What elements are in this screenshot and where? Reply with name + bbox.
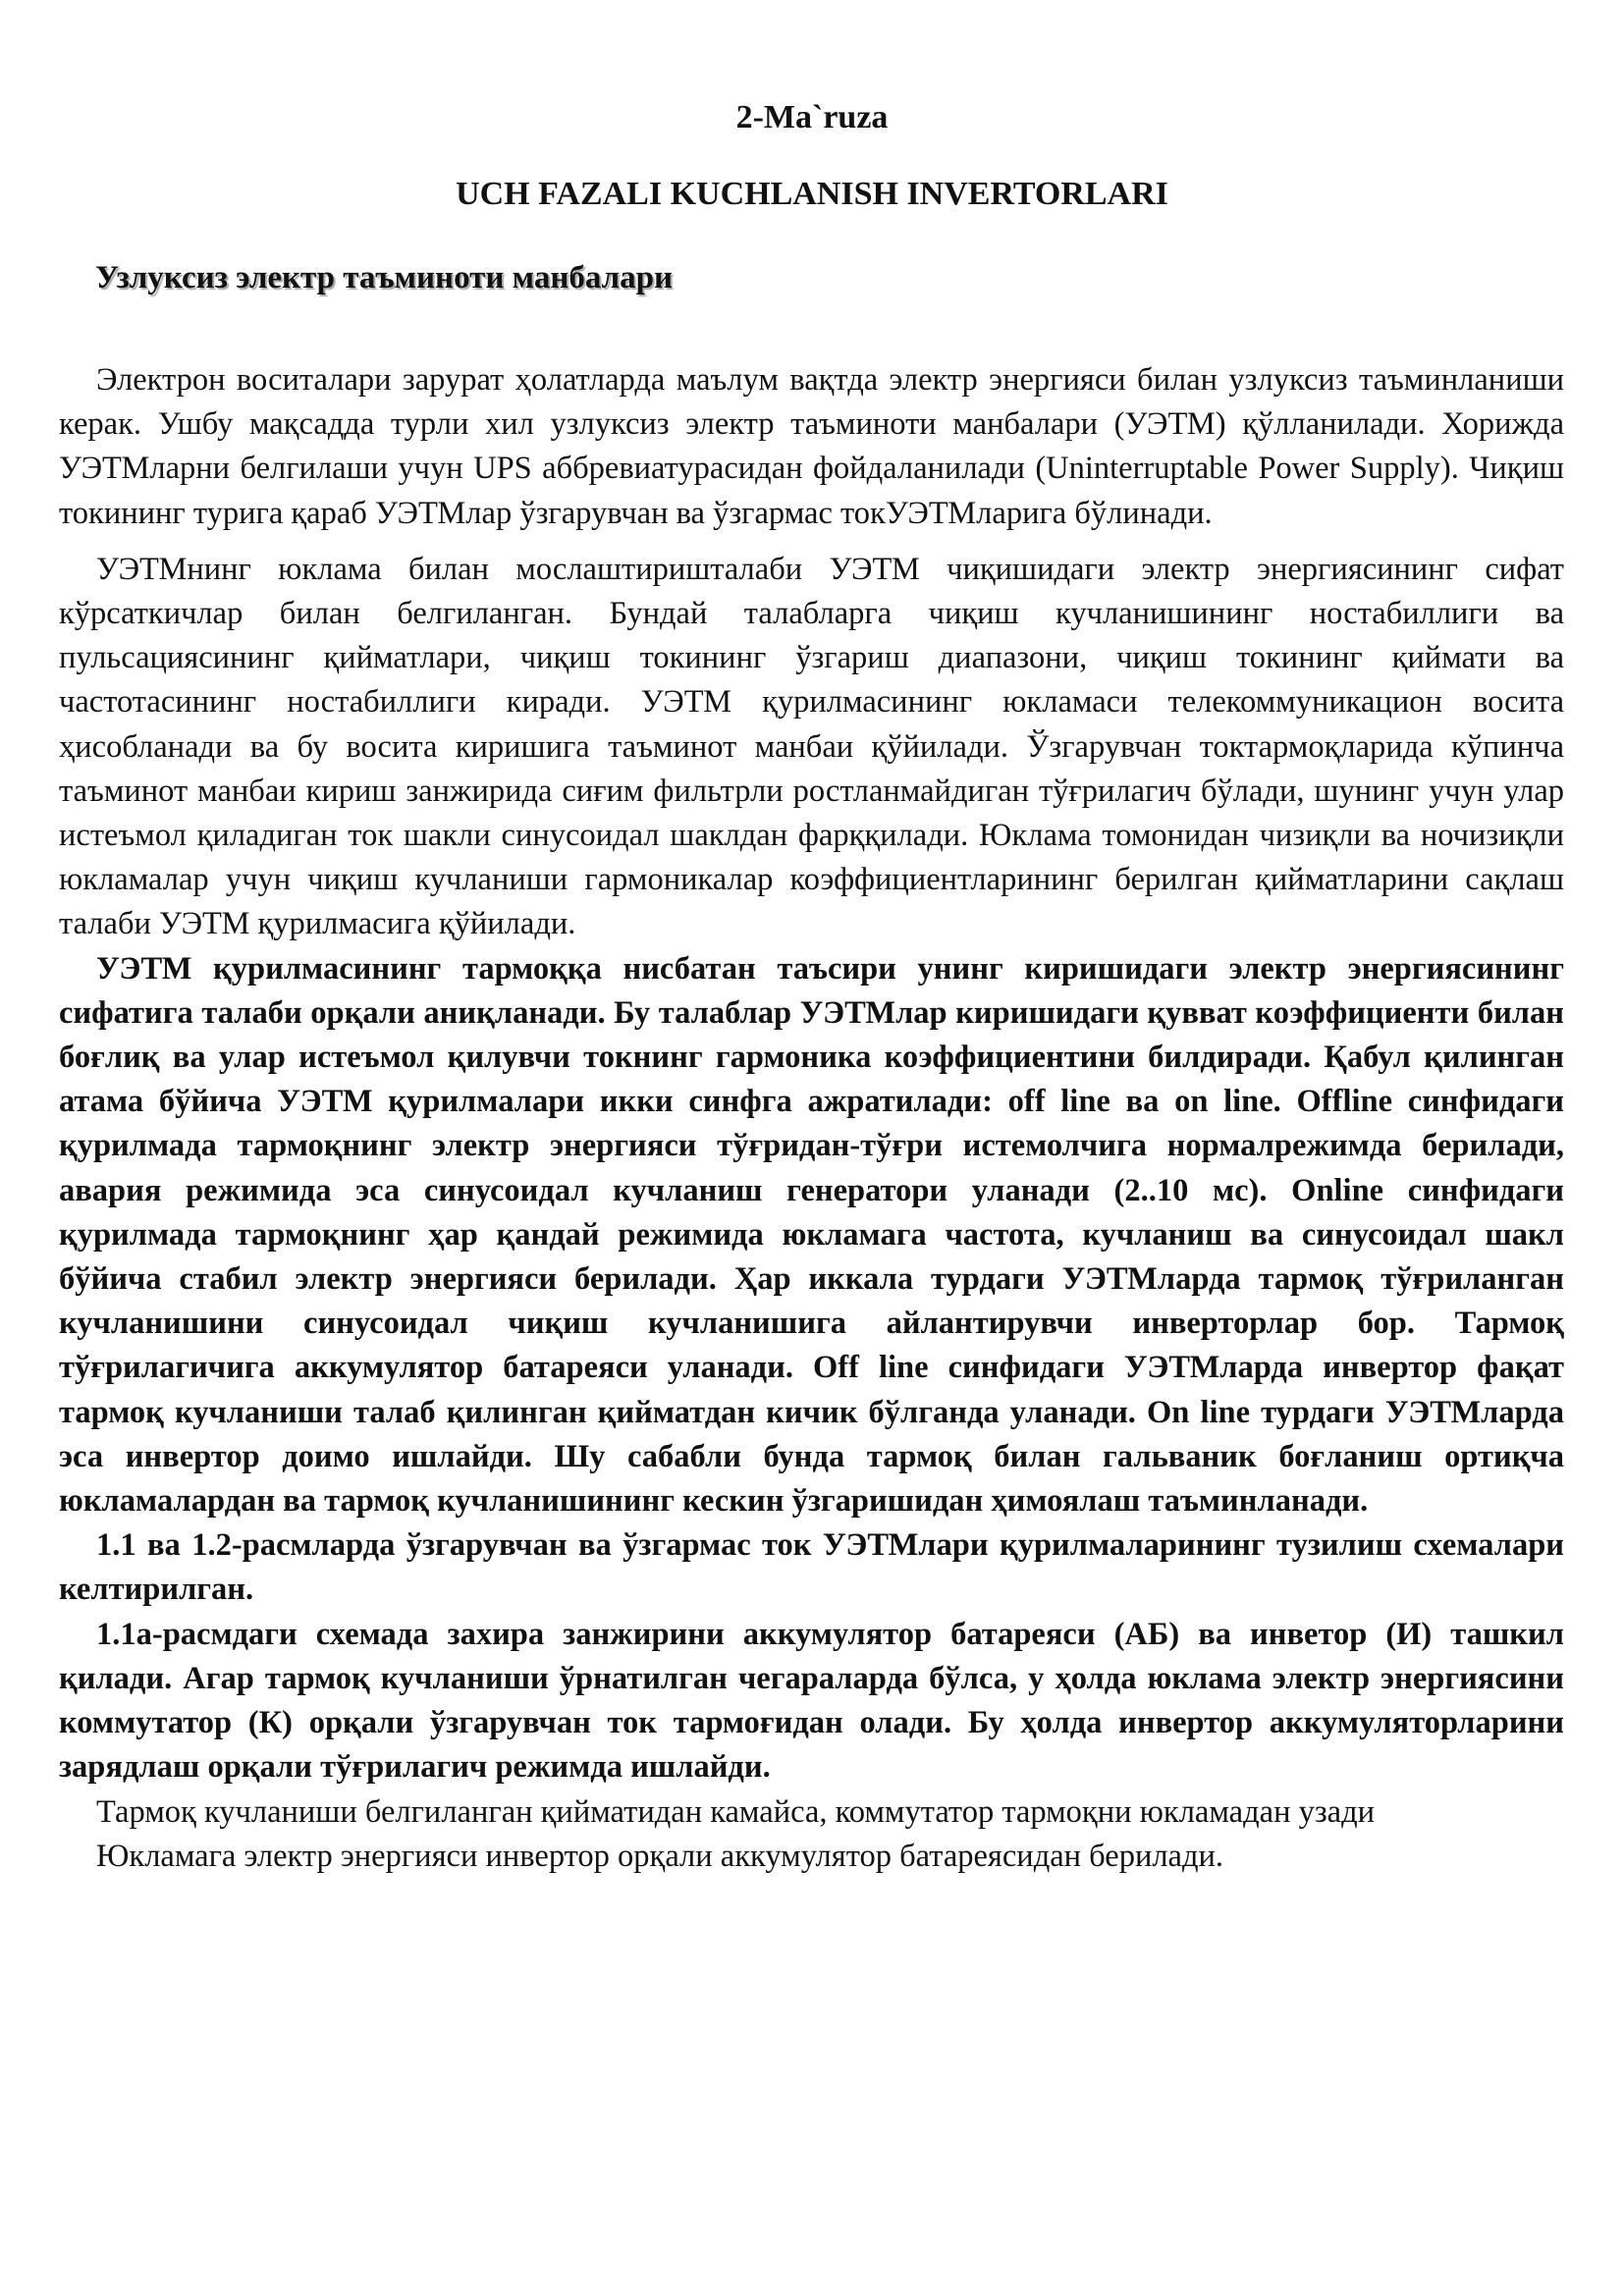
paragraph-ups-intro: Электрон воситалари зарурат ҳолатларда маълум вақтда электр энергияси билан узлуксиз таъминланиши керак. Ушбу мақсадда турли хил узлуксиз электр таъминоти манбалари (УЭТМ) қўлланилади. Хорижда УЭТМларни белгилаши учун UPS аббревиатурасидан фойдаланилади (Uninterruptable Power Supply). Чиқиш токининг турига қараб УЭТМлар ўзгарувчан ва ўзгармас токУЭТМларига бўлинади. — [59, 362, 1564, 531]
lecture-number: 2-Ma`ruza — [735, 99, 889, 135]
paragraph-grid-influence: УЭТМ қурилмасининг тармоққа нисбатан таъсири унинг киришидаги электр энергиясининг сифатига талаби орқали аниқланади. Бу талаблар УЭТМлар киришидаги қувват коэффициенти билан боғлиқ ва улар истеъмол қилувчи токнинг гармоника коэффициентини билдиради. Қабул қилинган атама бўйича УЭТМ қурилмалари икки синфга ажратилади: off line ва on line. Offline синфидаги қурилмада тармоқнинг электр энергияси тўғридан-тўғри истемолчига нормалрежимда берилади, авария режимида эса синусоидал кучланиш генератори уланади (2..10 мс). Online синфидаги қурилмада тармоқнинг ҳар қандай режимида юкламага частота, кучланиш ва синусоидал шакл бўйича стабил электр энергияси берилади. Ҳар иккала турдаги УЭТМларда тармоқ тўғриланган кучланишини синусоидал чиқиш кучланишига айлантирувчи инверторлар бор. Тармоқ тўғрилагичига аккумулятор батареяси уланади. Off line синфидаги УЭТМларда инвертор фақат тармоқ кучланиши талаб қилинган қийматдан кичик бўлганда уланади. On line турдаги УЭТМларда эса инвертор доимо ишлайди. Шу сабабли бунда тармоқ билан гальваник боғланиш ортиқча юкламалардан ва тармоқ кучланишининг кескин ўзгаришидан ҳимоялаш таъминланади. — [59, 950, 1564, 1520]
paragraph-figure-1-1a: 1.1а-расмдаги схемада захира занжирини аккумулятор батареяси (АБ) ва инветор (И) ташкил қилади. Агар тармоқ кучланиши ўрнатилган чегараларда бўлса, у ҳолда юклама электр энергиясини коммутатор (К) орқали ўзгарувчан ток тармоғидан олади. Бу ҳолда инвертор аккумуляторларини зарядлаш орқали тўғрилагич режимда ишлайди. — [59, 1616, 1564, 1786]
document-body — [59, 358, 1564, 1879]
paragraph-figure-reference: 1.1 ва 1.2-расмларда ўзгарувчан ва ўзгармас ток УЭТМлари қурилмаларининг тузилиш схемалари келтирилган. — [59, 1527, 1564, 1608]
paragraph-commutator: Тармоқ кучланиши белгиланган қийматидан камайса, коммутатор тармоқни юкламадан узади — [96, 1793, 1376, 1830]
paragraph-battery-supply: Юкламага электр энергияси инвертор орқали аккумулятор батареясидан берилади. — [96, 1838, 1224, 1874]
paragraph-load-requirements: УЭТМнинг юклама билан мослаштиришталаби УЭТМ чиқишидаги электр энергиясининг сифат кўрсаткичлар билан белгиланган. Бундай талабларга чиқиш кучланишининг ностабиллиги ва пульсациясининг қийматлари, чиқиш токининг ўзгариш диапазони, чиқиш токининг қиймати ва частотасининг ностабиллиги киради. УЭТМ қурилмасининг юкламаси телекоммуникацион восита ҳисобланади ва бу восита киришига таъминот манбаи қўйилади. Ўзгарувчан токтармоқларида кўпинча таъминот манбаи кириш занжирида сиғим фильтрли ростланмайдиган тўғрилагич бўлади, шунинг учун улар истеъмол қиладиган ток шакли синусоидал шаклдан фарққилади. Юклама томонидан чизиқли ва ночизиқли юкламалар учун чиқиш кучланиши гармоникалар коэффициентларининг берилган қийматларини сақлаш талаби УЭТМ қурилмасига қўйилади. — [59, 551, 1564, 942]
document-title: UCH FAZALI KUCHLANISH INVERTORLARI — [456, 176, 1168, 212]
section-heading: Узлуксиз электр таъминоти манбалари — [95, 260, 674, 295]
